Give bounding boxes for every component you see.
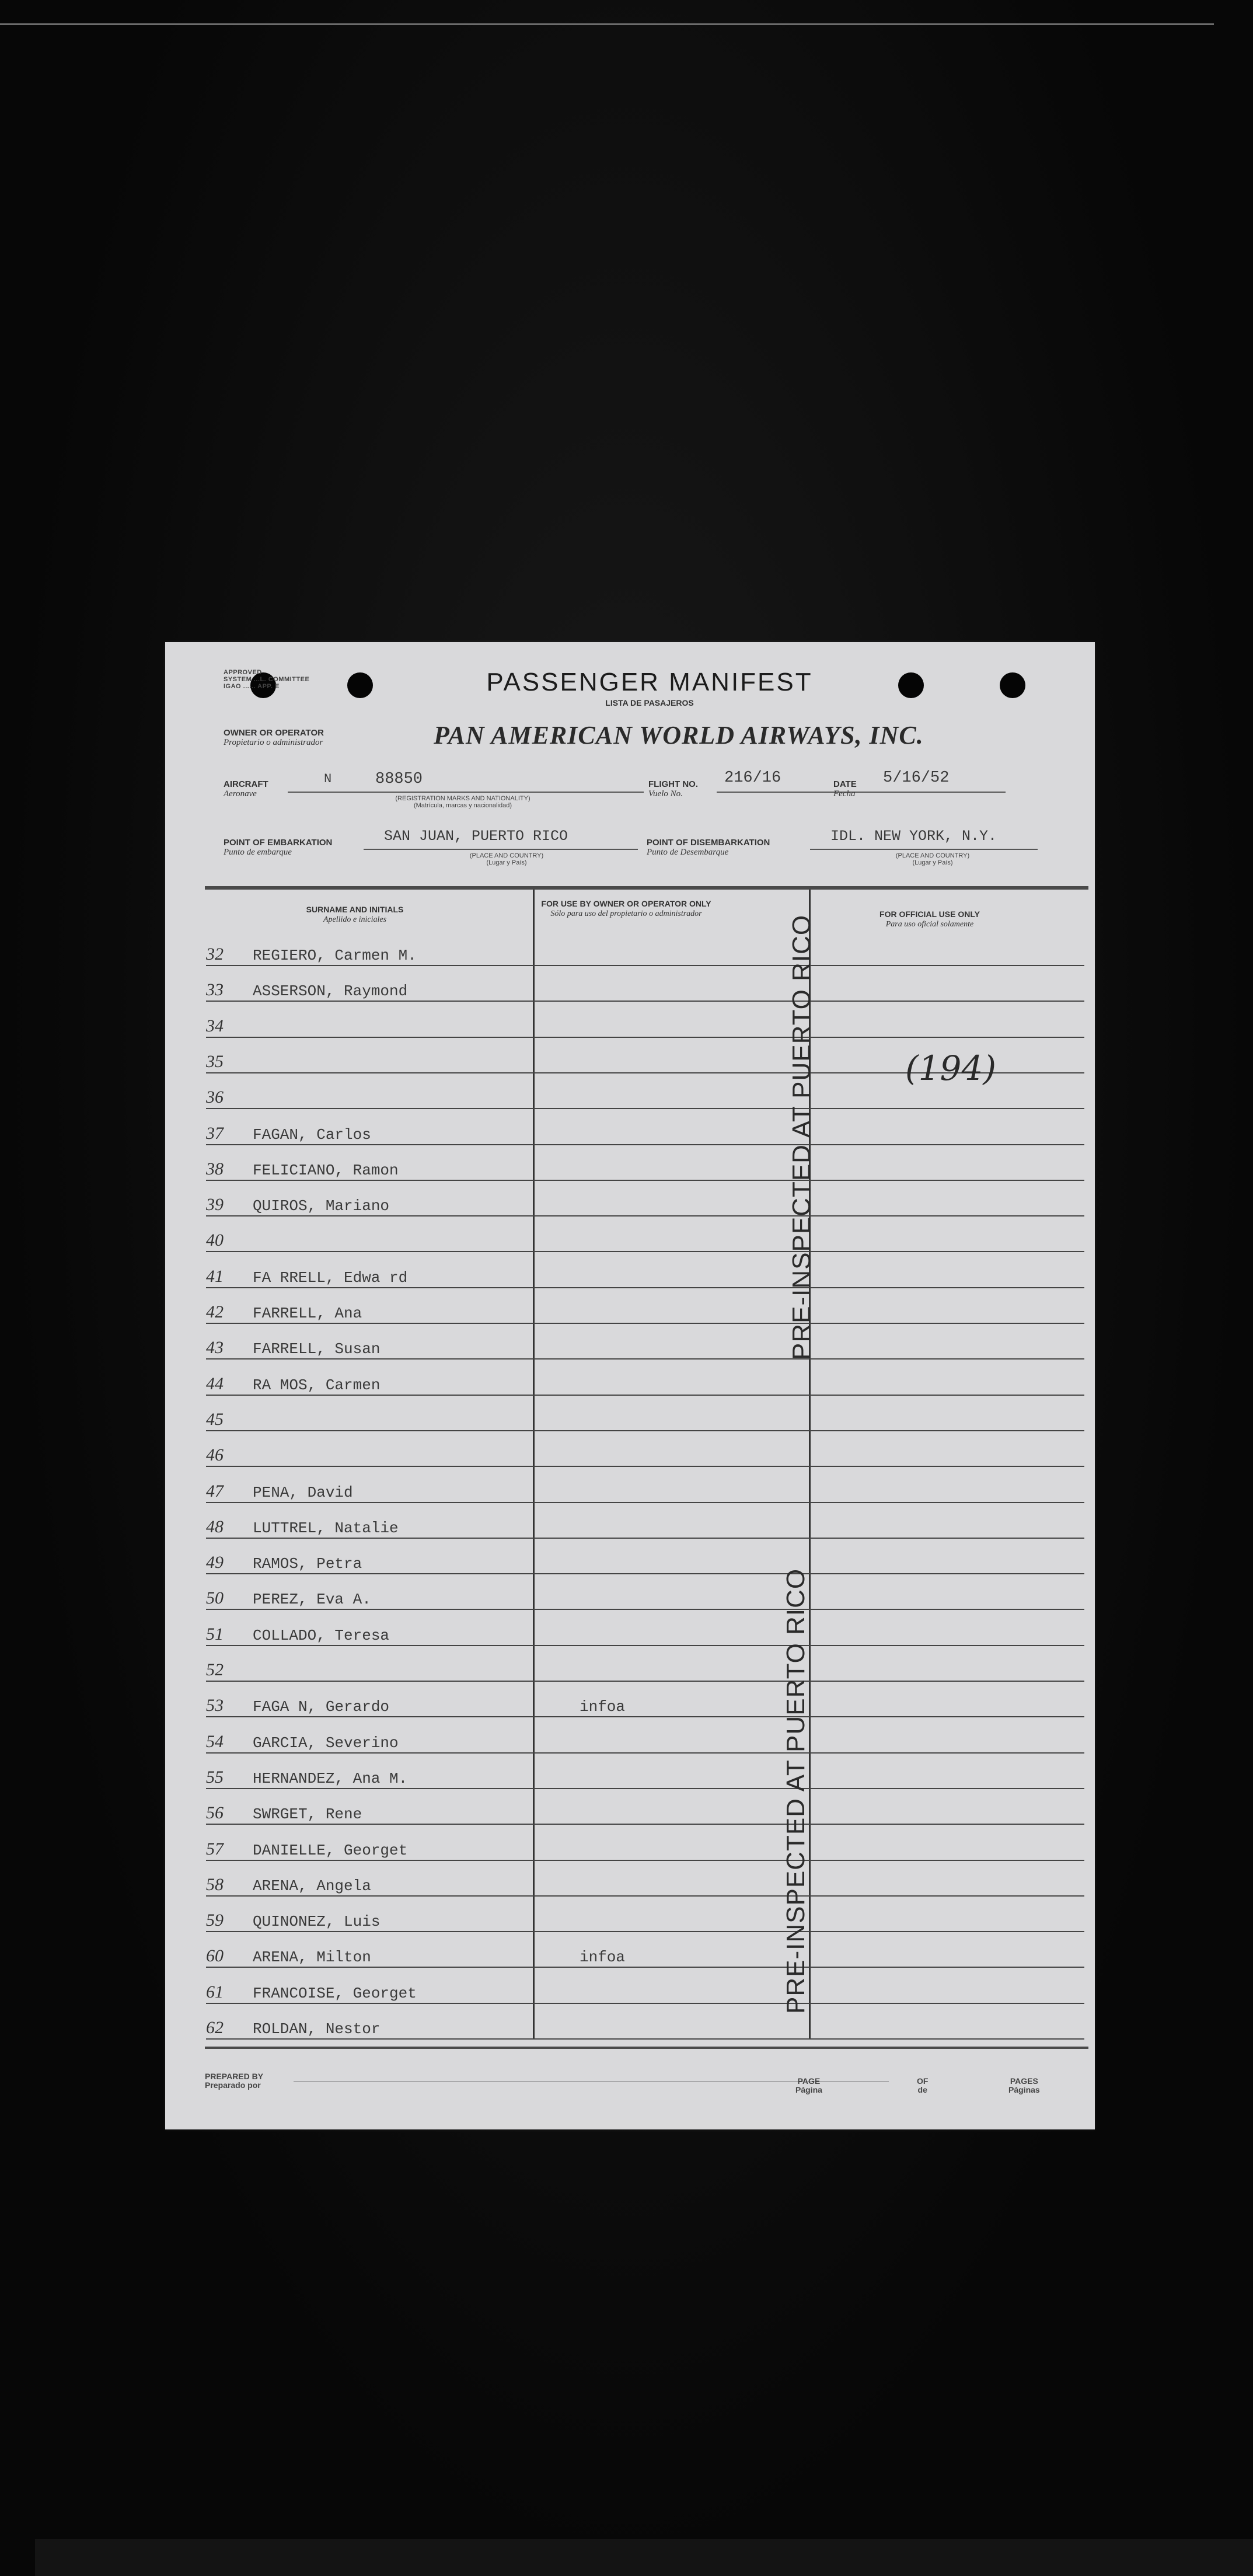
page-subtitle: LISTA DE PASAJEROS <box>605 698 694 707</box>
row-number: 55 <box>206 1768 224 1787</box>
disembarkation-label-es: Punto de Desembarque <box>647 848 729 857</box>
row-number: 35 <box>206 1052 224 1071</box>
row-number: 39 <box>206 1195 224 1214</box>
approval-line: SYSTEM ...L. COMMITTEE <box>224 676 310 683</box>
page-title: PASSENGER MANIFEST <box>486 668 813 696</box>
passenger-name: QUIROS, Mariano <box>253 1197 390 1215</box>
embarkation-label <box>224 838 332 857</box>
column-header-official-es: Para uso oficial solamente <box>885 920 974 929</box>
passenger-name: QUINONEZ, Luis <box>253 1913 381 1930</box>
table-row <box>206 1502 1084 1539</box>
table-row <box>206 1001 1084 1038</box>
table-row <box>206 1109 1084 1145</box>
page-label-es: Página <box>795 2085 822 2094</box>
passenger-name: ARENA, Milton <box>253 1948 371 1966</box>
passenger-name: RAMOS, Petra <box>253 1555 362 1573</box>
place-note-en: (PLACE AND COUNTRY) <box>469 852 544 859</box>
table-row <box>206 1609 1084 1646</box>
passenger-name: LUTTREL, Natalie <box>253 1519 399 1537</box>
row-number: 56 <box>206 1803 224 1822</box>
passenger-name: FARRELL, Susan <box>253 1340 381 1358</box>
approval-stamp <box>224 669 309 690</box>
row-number: 42 <box>206 1302 224 1322</box>
owner-label-en: OWNER OR OPERATOR <box>224 728 324 738</box>
disembarkation-point: IDL. NEW YORK, N.Y. <box>830 828 997 845</box>
passenger-name: FARRELL, Ana <box>253 1305 362 1322</box>
row-number: 58 <box>206 1875 224 1894</box>
owner-label <box>224 728 324 747</box>
table-row <box>206 1287 1084 1324</box>
passenger-name: GARCIA, Severino <box>253 1734 399 1752</box>
registration-note-es: (Matrícula, marcas y nacionalidad) <box>413 802 512 809</box>
flight-label-en: FLIGHT NO. <box>648 779 698 789</box>
row-number: 38 <box>206 1159 224 1179</box>
table-row <box>206 965 1084 1002</box>
row-number: 34 <box>206 1016 224 1036</box>
passenger-name: PEREZ, Eva A. <box>253 1591 371 1608</box>
aircraft-label-en: AIRCRAFT <box>224 779 268 789</box>
airline-name: PAN AMERICAN WORLD AIRWAYS, INC. <box>434 721 924 750</box>
passenger-name: ASSERSON, Raymond <box>253 982 408 1000</box>
row-number: 62 <box>206 2018 224 2037</box>
passenger-name: FAGAN, Carlos <box>253 1126 371 1144</box>
row-number: 49 <box>206 1553 224 1572</box>
disembarkation-place-note <box>860 852 1006 866</box>
table-row <box>206 1573 1084 1610</box>
prepared-by-label <box>205 2072 263 2090</box>
handwritten-count: (194) <box>905 1048 996 1088</box>
registration-note-en: (REGISTRATION MARKS AND NATIONALITY) <box>395 795 530 802</box>
disembarkation-label-en: POINT OF DISEMBARKATION <box>647 838 770 848</box>
table-row <box>206 1144 1084 1181</box>
passenger-name: SWRGET, Rene <box>253 1805 362 1823</box>
table-row <box>206 1824 1084 1861</box>
aircraft-registration: 88850 <box>375 771 423 788</box>
flight-date: 5/16/52 <box>883 769 950 787</box>
row-number: 53 <box>206 1696 224 1715</box>
row-number: 47 <box>206 1482 224 1501</box>
passenger-name: FRANCOISE, Georget <box>253 1985 417 2002</box>
manifest-sheet <box>165 642 1095 2129</box>
column-header-official <box>813 909 1046 929</box>
table-row <box>206 1323 1084 1360</box>
row-number: 46 <box>206 1445 224 1465</box>
passenger-name: REGIERO, Carmen M. <box>253 947 417 964</box>
pages-label <box>1008 2077 1040 2094</box>
approval-line: APPROVED <box>224 669 262 676</box>
row-number: 51 <box>206 1625 224 1644</box>
passenger-name: HERNANDEZ, Ana M. <box>253 1770 408 1787</box>
scan-edge-line <box>0 23 1214 25</box>
row-number: 50 <box>206 1588 224 1608</box>
row-number: 61 <box>206 1982 224 2002</box>
table-row <box>206 2003 1084 2040</box>
table-row <box>206 1215 1084 1252</box>
table-row <box>206 1681 1084 1717</box>
passenger-name: PENA, David <box>253 1484 353 1501</box>
passenger-name: ROLDAN, Nestor <box>253 2020 381 2038</box>
embarkation-label-en: POINT OF EMBARKATION <box>224 838 333 848</box>
table-row <box>206 1466 1084 1503</box>
passenger-name: DANIELLE, Georget <box>253 1842 408 1859</box>
disembarkation-underline <box>810 849 1038 850</box>
approval-line: IGAO ...... APP. E <box>224 683 280 690</box>
table-row <box>206 1252 1084 1288</box>
embarkation-label-es: Punto de embarque <box>224 848 292 857</box>
column-header-owner <box>539 899 714 919</box>
row-number: 40 <box>206 1231 224 1250</box>
row-number: 52 <box>206 1660 224 1679</box>
table-row <box>206 929 1084 966</box>
table-row <box>206 1752 1084 1789</box>
row-number: 36 <box>206 1087 224 1107</box>
table-row <box>206 1717 1084 1754</box>
prepared-by-en: PREPARED BY <box>205 2072 264 2081</box>
flight-number: 216/16 <box>724 769 781 787</box>
table-row <box>206 1860 1084 1897</box>
place-note-es: (Lugar y País) <box>912 859 953 866</box>
date-underline <box>863 792 1006 793</box>
of-label <box>917 2077 928 2094</box>
column-header-official-en: FOR OFFICIAL USE ONLY <box>879 909 980 919</box>
column-header-surname-en: SURNAME AND INITIALS <box>306 905 404 914</box>
table-row <box>206 1895 1084 1932</box>
passenger-name: FELICIANO, Ramon <box>253 1162 399 1179</box>
operator-note: infoa <box>580 1698 626 1716</box>
registration-note <box>299 795 626 809</box>
flight-label <box>648 780 698 799</box>
punch-hole <box>898 672 924 698</box>
date-label <box>833 780 857 799</box>
prepared-by-es: Preparado por <box>205 2080 261 2090</box>
place-note-es: (Lugar y País) <box>486 859 527 866</box>
embarkation-point: SAN JUAN, PUERTO RICO <box>384 828 568 845</box>
aircraft-label-es: Aeronave <box>224 789 257 799</box>
column-header-surname <box>218 905 492 925</box>
scan-bottom-band <box>35 2539 1253 2576</box>
place-note-en: (PLACE AND COUNTRY) <box>895 852 970 859</box>
row-number: 57 <box>206 1839 224 1859</box>
passenger-name: RA MOS, Carmen <box>253 1376 381 1394</box>
table-row <box>206 1538 1084 1574</box>
table-row <box>206 1430 1084 1467</box>
aircraft-prefix: N <box>324 772 332 786</box>
pre-inspection-stamp-upper: PRE-INSPECTED AT PUERTO RICO <box>787 914 816 1360</box>
table-row <box>206 1395 1084 1431</box>
page-label-en: PAGE <box>797 2076 821 2086</box>
punch-hole <box>1000 672 1025 698</box>
passenger-name: FA RRELL, Edwa rd <box>253 1269 408 1287</box>
table-row <box>206 1645 1084 1682</box>
table-top-rule <box>205 886 1088 890</box>
row-number: 43 <box>206 1338 224 1357</box>
of-label-es: de <box>917 2085 927 2094</box>
flight-label-es: Vuelo No. <box>648 789 683 799</box>
column-header-surname-es: Apellido e iniciales <box>323 915 387 924</box>
of-label-en: OF <box>917 2076 929 2086</box>
punch-hole <box>347 672 373 698</box>
passenger-name: COLLADO, Teresa <box>253 1627 390 1644</box>
aircraft-label <box>224 780 268 799</box>
table-row <box>206 1359 1084 1396</box>
row-number: 44 <box>206 1374 224 1393</box>
date-label-es: Fecha <box>833 789 856 799</box>
pre-inspection-stamp-lower: PRE-INSPECTED AT PUERTO RICO <box>781 1568 810 2014</box>
row-number: 60 <box>206 1946 224 1965</box>
row-number: 32 <box>206 944 224 964</box>
row-number: 37 <box>206 1124 224 1143</box>
row-number: 33 <box>206 980 224 999</box>
table-row <box>206 1931 1084 1968</box>
page-label <box>795 2077 822 2094</box>
row-number: 41 <box>206 1267 224 1286</box>
aircraft-underline <box>288 792 644 793</box>
pages-label-en: PAGES <box>1010 2076 1038 2086</box>
row-number: 48 <box>206 1517 224 1536</box>
embarkation-place-note <box>434 852 580 866</box>
operator-note: infoa <box>580 1948 626 1966</box>
embarkation-underline <box>364 849 638 850</box>
disembarkation-label <box>647 838 770 857</box>
table-row <box>206 1967 1084 2004</box>
date-label-en: DATE <box>833 779 857 789</box>
table-bottom-rule <box>205 2047 1088 2049</box>
passenger-name: ARENA, Angela <box>253 1877 371 1895</box>
passenger-name: FAGA N, Gerardo <box>253 1698 390 1716</box>
owner-label-es: Propietario o administrador <box>224 738 323 747</box>
column-header-owner-es: Sólo para uso del propietario o administrador <box>550 909 702 918</box>
row-number: 59 <box>206 1911 224 1930</box>
table-row <box>206 1180 1084 1216</box>
pages-label-es: Páginas <box>1008 2085 1040 2094</box>
table-row <box>206 1788 1084 1825</box>
row-number: 54 <box>206 1732 224 1751</box>
column-header-owner-en: FOR USE BY OWNER OR OPERATOR ONLY <box>541 899 711 908</box>
row-number: 45 <box>206 1410 224 1429</box>
